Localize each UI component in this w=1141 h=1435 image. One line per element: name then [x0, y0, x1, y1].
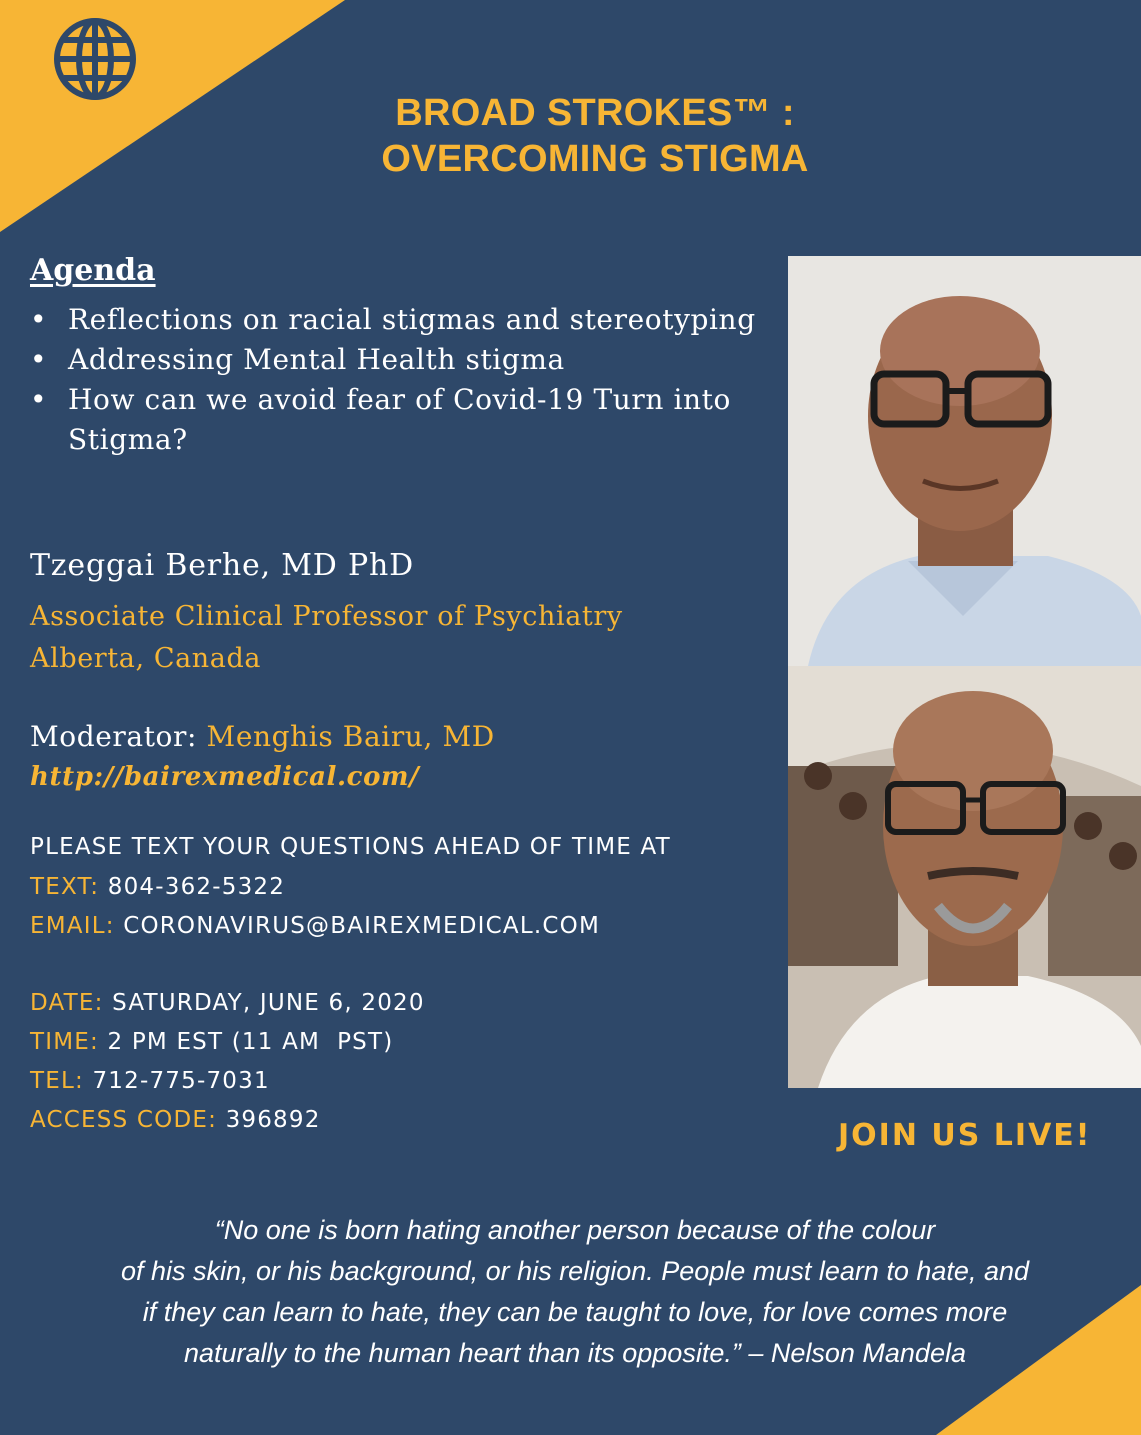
globe-icon [50, 14, 140, 104]
access-code-value: 396892 [225, 1107, 321, 1133]
title-line-1: BROAD STROKES™ : [395, 92, 795, 134]
quote-line: “No one is born hating another person because of the colour [214, 1215, 936, 1245]
speaker-title: Associate Clinical Professor of Psychiatry [30, 601, 623, 632]
moderator-label: Moderator: [30, 720, 198, 753]
tel-line [30, 1068, 270, 1094]
time-label: TIME: [30, 1029, 99, 1055]
quote-line: of his skin, or his background, or his religion. People must learn to hate, and [120, 1256, 1029, 1286]
speaker-role [30, 596, 623, 680]
time-line [30, 1029, 393, 1055]
tel-label: TEL: [30, 1068, 84, 1094]
website-link[interactable]: http://bairexmedical.com/ [30, 762, 420, 792]
title-line-2: OVERCOMING STIGMA [381, 138, 809, 180]
email-label: EMAIL: [30, 913, 115, 939]
agenda-item: • How can we avoid fear of Covid-19 Turn into Stigma? [30, 380, 770, 460]
email-address[interactable]: CORONAVIRUS@BAIREXMEDICAL.COM [123, 913, 600, 939]
speaker-location: Alberta, Canada [30, 643, 262, 674]
time-value: 2 PM EST (11 AM PST) [107, 1029, 394, 1055]
agenda-item: • Reflections on racial stigmas and stereotyping [30, 300, 770, 340]
quote-line: naturally to the human heart than its opposite.” – Nelson Mandela [184, 1338, 966, 1368]
tel-number[interactable]: 712-775-7031 [92, 1068, 270, 1094]
text-line [30, 874, 285, 900]
moderator-photo [788, 666, 1141, 1088]
date-line [30, 990, 425, 1016]
access-code-line [30, 1107, 321, 1133]
access-code-label: ACCESS CODE: [30, 1107, 218, 1133]
agenda-list [30, 300, 770, 460]
email-line [30, 913, 600, 939]
date-label: DATE: [30, 990, 104, 1016]
date-value: SATURDAY, JUNE 6, 2020 [112, 990, 425, 1016]
text-number[interactable]: 804-362-5322 [107, 874, 286, 900]
join-us-live-callout: JOIN US LIVE! [838, 1118, 1092, 1153]
mandela-quote [60, 1210, 1090, 1374]
moderator-line [30, 720, 495, 753]
page-title [250, 90, 940, 182]
moderator-name: Menghis Bairu, MD [206, 720, 495, 753]
agenda-item: • Addressing Mental Health stigma [30, 340, 770, 380]
questions-prompt: PLEASE TEXT YOUR QUESTIONS AHEAD OF TIME AT [30, 834, 671, 860]
speaker-name: Tzeggai Berhe, MD PhD [30, 548, 414, 583]
speaker-photo [788, 256, 1141, 666]
text-label: TEXT: [30, 874, 100, 900]
quote-line: if they can learn to hate, they can be taught to love, for love comes more [142, 1297, 1008, 1327]
agenda-heading: Agenda [30, 253, 156, 288]
